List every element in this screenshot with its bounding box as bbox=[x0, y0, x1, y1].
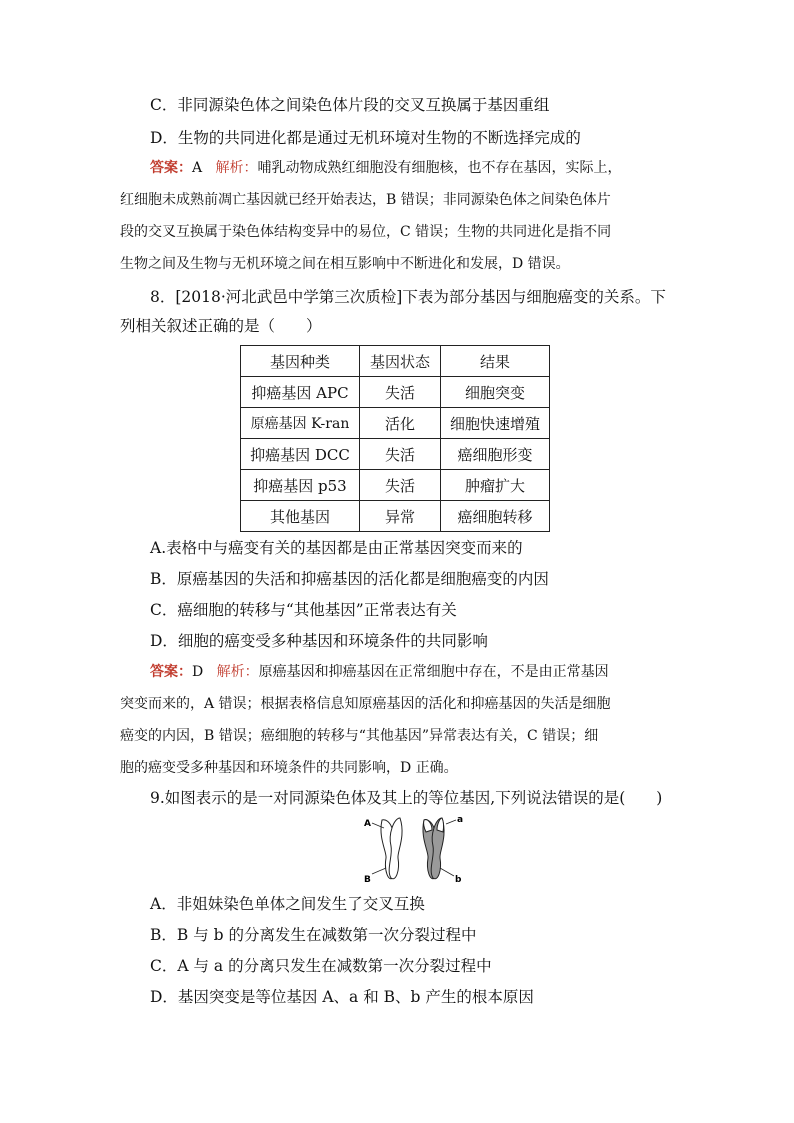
table-header-row bbox=[241, 346, 550, 377]
q7-answer-label: 答案： bbox=[150, 160, 192, 176]
q7-answer-value: A bbox=[192, 160, 203, 176]
q7-option-d: D．生物的共同进化都是通过无机环境对生物的不断选择完成的 bbox=[150, 129, 581, 147]
q8-stem-line-1: 8．[2018·河北武邑中学第三次质检]下表为部分基因与细胞癌变的关系。下 bbox=[150, 288, 666, 306]
q9-option-a: A．非姐妹染色单体之间发生了交叉互换 bbox=[150, 895, 425, 913]
q8-analysis-line: 癌变的内因，B 错误；癌细胞的转移与“其他基因”异常表达有关，C 错误；细 bbox=[120, 728, 599, 744]
gene-cancer-table bbox=[240, 345, 550, 532]
q7-analysis-label: 解析： bbox=[215, 160, 258, 176]
table-header-cell: 基因状态 bbox=[360, 346, 441, 377]
q9-option-b: B．B 与 b 的分离发生在减数第一次分裂过程中 bbox=[150, 926, 477, 944]
q8-option-c: C．癌细胞的转移与“其他基因”正常表达有关 bbox=[150, 601, 457, 619]
table-cell: 异常 bbox=[360, 501, 441, 532]
table-cell: 抑癌基因 APC bbox=[241, 377, 360, 408]
q7-option-c: C．非同源染色体之间染色体片段的交叉互换属于基因重组 bbox=[150, 96, 550, 114]
homologous-chromosomes-figure bbox=[360, 812, 470, 884]
q8-stem-line-2: 列相关叙述正确的是（ ） bbox=[120, 317, 322, 335]
table-cell: 活化 bbox=[360, 408, 441, 439]
q8-option-d: D．细胞的癌变受多种基因和环境条件的共同影响 bbox=[150, 632, 488, 650]
q8-analysis-line: 突变而来的，A 错误；根据表格信息知原癌基因的活化和抑癌基因的失活是细胞 bbox=[120, 696, 611, 712]
table-row bbox=[241, 408, 550, 439]
table-row bbox=[241, 501, 550, 532]
q8-answer-line-1 bbox=[150, 662, 609, 682]
q8-option-b: B．原癌基因的失活和抑癌基因的活化都是细胞癌变的内因 bbox=[150, 570, 549, 588]
table-cell: 癌细胞转移 bbox=[441, 501, 550, 532]
q7-analysis-line: 生物之间及生物与无机环境之间在相互影响中不断进化和发展，D 错误。 bbox=[120, 256, 570, 272]
table-header-cell: 结果 bbox=[441, 346, 550, 377]
table-row bbox=[241, 439, 550, 470]
q7-analysis-line: 红细胞未成熟前凋亡基因就已经开始表达，B 错误；非同源染色体之间染色体片 bbox=[120, 192, 611, 208]
table-cell: 细胞快速增殖 bbox=[441, 408, 550, 439]
table-cell: 失活 bbox=[360, 439, 441, 470]
q8-analysis-line: 原癌基因和抑癌基因在正常细胞中存在，不是由正常基因 bbox=[258, 664, 609, 680]
q7-answer-line-1 bbox=[150, 158, 621, 178]
chromosome-left bbox=[381, 818, 402, 879]
q9-option-c: C．A 与 a 的分离只发生在减数第一次分裂过程中 bbox=[150, 957, 492, 975]
table-cell: 原癌基因 K-ran bbox=[241, 408, 360, 439]
table-cell: 癌细胞形变 bbox=[441, 439, 550, 470]
q8-answer-label: 答案： bbox=[150, 664, 192, 680]
table-row bbox=[241, 377, 550, 408]
table-cell: 细胞突变 bbox=[441, 377, 550, 408]
q7-analysis-line: 段的交叉互换属于染色体结构变异中的易位，C 错误；生物的共同进化是指不同 bbox=[120, 224, 612, 240]
table-header-cell: 基因种类 bbox=[241, 346, 360, 377]
table-row bbox=[241, 470, 550, 501]
label-a: a bbox=[457, 815, 464, 825]
chromosome-right bbox=[423, 818, 444, 879]
table-cell: 抑癌基因 DCC bbox=[241, 439, 360, 470]
q8-option-a: A.表格中与癌变有关的基因都是由正常基因突变而来的 bbox=[150, 539, 523, 557]
table-cell: 失活 bbox=[360, 470, 441, 501]
label-A: A bbox=[364, 819, 371, 829]
label-B: B bbox=[364, 875, 371, 884]
q8-answer-value: D bbox=[192, 664, 204, 680]
table-cell: 抑癌基因 p53 bbox=[241, 470, 360, 501]
table-cell: 其他基因 bbox=[241, 501, 360, 532]
q8-analysis-label: 解析： bbox=[216, 664, 259, 680]
q7-analysis-line: 哺乳动物成熟红细胞没有细胞核，也不存在基因，实际上， bbox=[257, 160, 622, 176]
table-cell: 失活 bbox=[360, 377, 441, 408]
label-b: b bbox=[455, 875, 462, 884]
table-cell: 肿瘤扩大 bbox=[441, 470, 550, 501]
q8-analysis-line: 胞的癌变受多种基因和环境条件的共同影响，D 正确。 bbox=[120, 760, 458, 776]
q9-option-d: D．基因突变是等位基因 A、a 和 B、b 产生的根本原因 bbox=[150, 988, 534, 1006]
q9-stem: 9.如图表示的是一对同源染色体及其上的等位基因,下列说法错误的是( ) bbox=[150, 789, 663, 807]
